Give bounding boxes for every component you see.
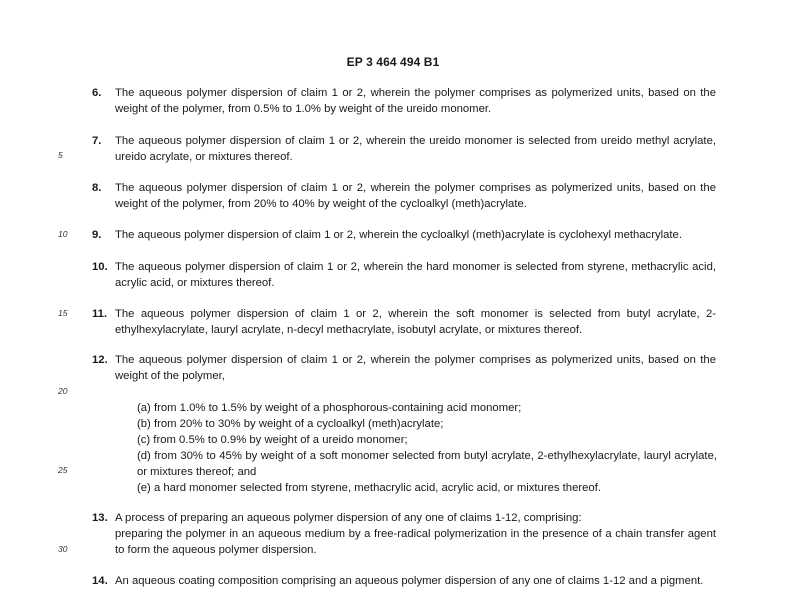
- claim-item: (b) from 20% to 30% by weight of a cycloalkyl (meth)acrylate;: [137, 418, 444, 430]
- claim-text: The aqueous polymer dispersion of claim 1 or 2, wherein the ureido monomer is selected from ureido methyl acrylate, ureido acrylate, or mixtures thereof.: [115, 135, 716, 163]
- claim-number: 13.: [92, 512, 108, 524]
- claim-text: An aqueous coating composition comprising an aqueous polymer dispersion of any one of claims 1-12 and a pigment.: [115, 575, 704, 587]
- claim-number: 7.: [92, 135, 102, 147]
- line-number: 5: [58, 150, 63, 160]
- line-number: 25: [58, 465, 68, 475]
- claim-number: 10.: [92, 261, 108, 273]
- claim-number: 9.: [92, 229, 102, 241]
- claim-text: The aqueous polymer dispersion of claim 1 or 2, wherein the polymer comprises as polymerized units, based on the weight of the polymer, from 0.5% to 1.0% by weight of the ureido monomer.: [115, 87, 716, 115]
- claim-item: (e) a hard monomer selected from styrene, methacrylic acid, acrylic acid, or mixtures thereof.: [137, 482, 601, 494]
- line-number: 10: [58, 229, 68, 239]
- claim-text-continuation: preparing the polymer in an aqueous medium by a free-radical polymerization in the presence of a chain transfer agent to form the aqueous polymer dispersion.: [115, 528, 716, 556]
- line-number: 15: [58, 308, 68, 318]
- claim-14: [92, 573, 716, 589]
- claim-text: A process of preparing an aqueous polymer dispersion of any one of claims 1-12, comprising:: [115, 512, 582, 524]
- line-number: 20: [58, 386, 68, 396]
- claim-11: [92, 306, 716, 338]
- claim-text: The aqueous polymer dispersion of claim 1 or 2, wherein the cycloalkyl (meth)acrylate is cyclohexyl methacrylate.: [115, 229, 682, 241]
- claim-text: The aqueous polymer dispersion of claim 1 or 2, wherein the polymer comprises as polymerized units, based on the weight of the polymer,: [115, 354, 716, 382]
- claim-number: 12.: [92, 354, 108, 366]
- claim-6: [92, 85, 716, 117]
- line-number: 30: [58, 544, 68, 554]
- claim-9: [92, 227, 716, 243]
- claim-text: The aqueous polymer dispersion of claim 1 or 2, wherein the polymer comprises as polymerized units, based on the weight of the polymer, from 20% to 40% by weight of the cycloalkyl (meth)acrylate.: [115, 182, 716, 210]
- claim-8: [92, 180, 716, 212]
- claim-item: (a) from 1.0% to 1.5% by weight of a phosphorous-containing acid monomer;: [137, 402, 522, 414]
- claim-number: 6.: [92, 87, 102, 99]
- claim-item: (d) from 30% to 45% by weight of a soft monomer selected from butyl acrylate, 2-ethylhexylacrylate, lauryl acrylate, or mixtures thereof; and: [137, 450, 717, 478]
- claim-7: [92, 133, 716, 165]
- claim-12: [92, 352, 716, 384]
- claim-12-items: [137, 400, 717, 496]
- claim-text: The aqueous polymer dispersion of claim 1 or 2, wherein the hard monomer is selected from styrene, methacrylic acid, acrylic acid, or mixtures thereof.: [115, 261, 716, 289]
- claim-text-block: [115, 510, 716, 558]
- claim-10: [92, 259, 716, 291]
- claim-number: 14.: [92, 575, 108, 587]
- claim-text: The aqueous polymer dispersion of claim 1 or 2, wherein the soft monomer is selected from butyl acrylate, 2-ethylhexylacrylate, lauryl acrylate, n-decyl methacrylate, isobutyl acrylate, or mixtures thereof.: [115, 308, 716, 336]
- claim-number: 8.: [92, 182, 102, 194]
- claim-number: 11.: [92, 308, 108, 320]
- patent-number-header: EP 3 464 494 B1: [346, 55, 440, 69]
- claim-13: [92, 510, 716, 558]
- claim-item: (c) from 0.5% to 0.9% by weight of a ureido monomer;: [137, 434, 408, 446]
